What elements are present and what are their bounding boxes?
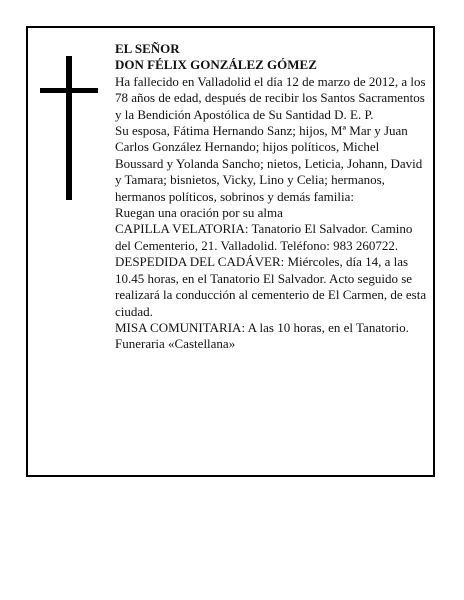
cross-horizontal-bar [40, 88, 98, 93]
cross-icon [40, 56, 98, 200]
cross-vertical-bar [66, 56, 72, 200]
wake-chapel-info: CAPILLA VELATORIA: Tanatorio El Salvador. Camino del Cementerio, 21. Valladolid. Teléfono: 983 260722. [115, 221, 413, 253]
prayer-request: Ruegan una oración por su alma [115, 205, 283, 221]
obituary-notice [26, 26, 435, 477]
deceased-name: DON FÉLIX GONZÁLEZ GÓMEZ [115, 57, 317, 73]
notice-text [115, 41, 427, 353]
funeral-home: Funeraria «Castellana» [115, 336, 236, 352]
death-announcement: Ha fallecido en Valladolid el día 12 de marzo de 2012, a los 78 años de edad, después de recibir los Santos Sacramentos y la Bendición Apostólica de Su Santidad D. E. P. [115, 73, 426, 122]
farewell-info: DESPEDIDA DEL CADÁVER: Miércoles, día 14, a las 10.45 horas, en el Tanatorio El Salvador. Acto seguido se realizará la conducción al cementerio de El Carmen, de esta ciudad. [115, 254, 427, 319]
mass-info: MISA COMUNITARIA: A las 10 horas, en el Tanatorio. [115, 319, 409, 335]
family-list: Su esposa, Fátima Hernando Sanz; hijos, Mª Mar y Juan Carlos González Hernando; hijos políticos, Michel Boussard y Yolanda Sancho; nietos, Leticia, Johann, David y Tamara; bisnietos, Vicky, Lino y Celia; hermanos, hermanos políticos, sobrinos y demás familia: [115, 123, 423, 204]
header-title: EL SEÑOR [115, 41, 180, 56]
